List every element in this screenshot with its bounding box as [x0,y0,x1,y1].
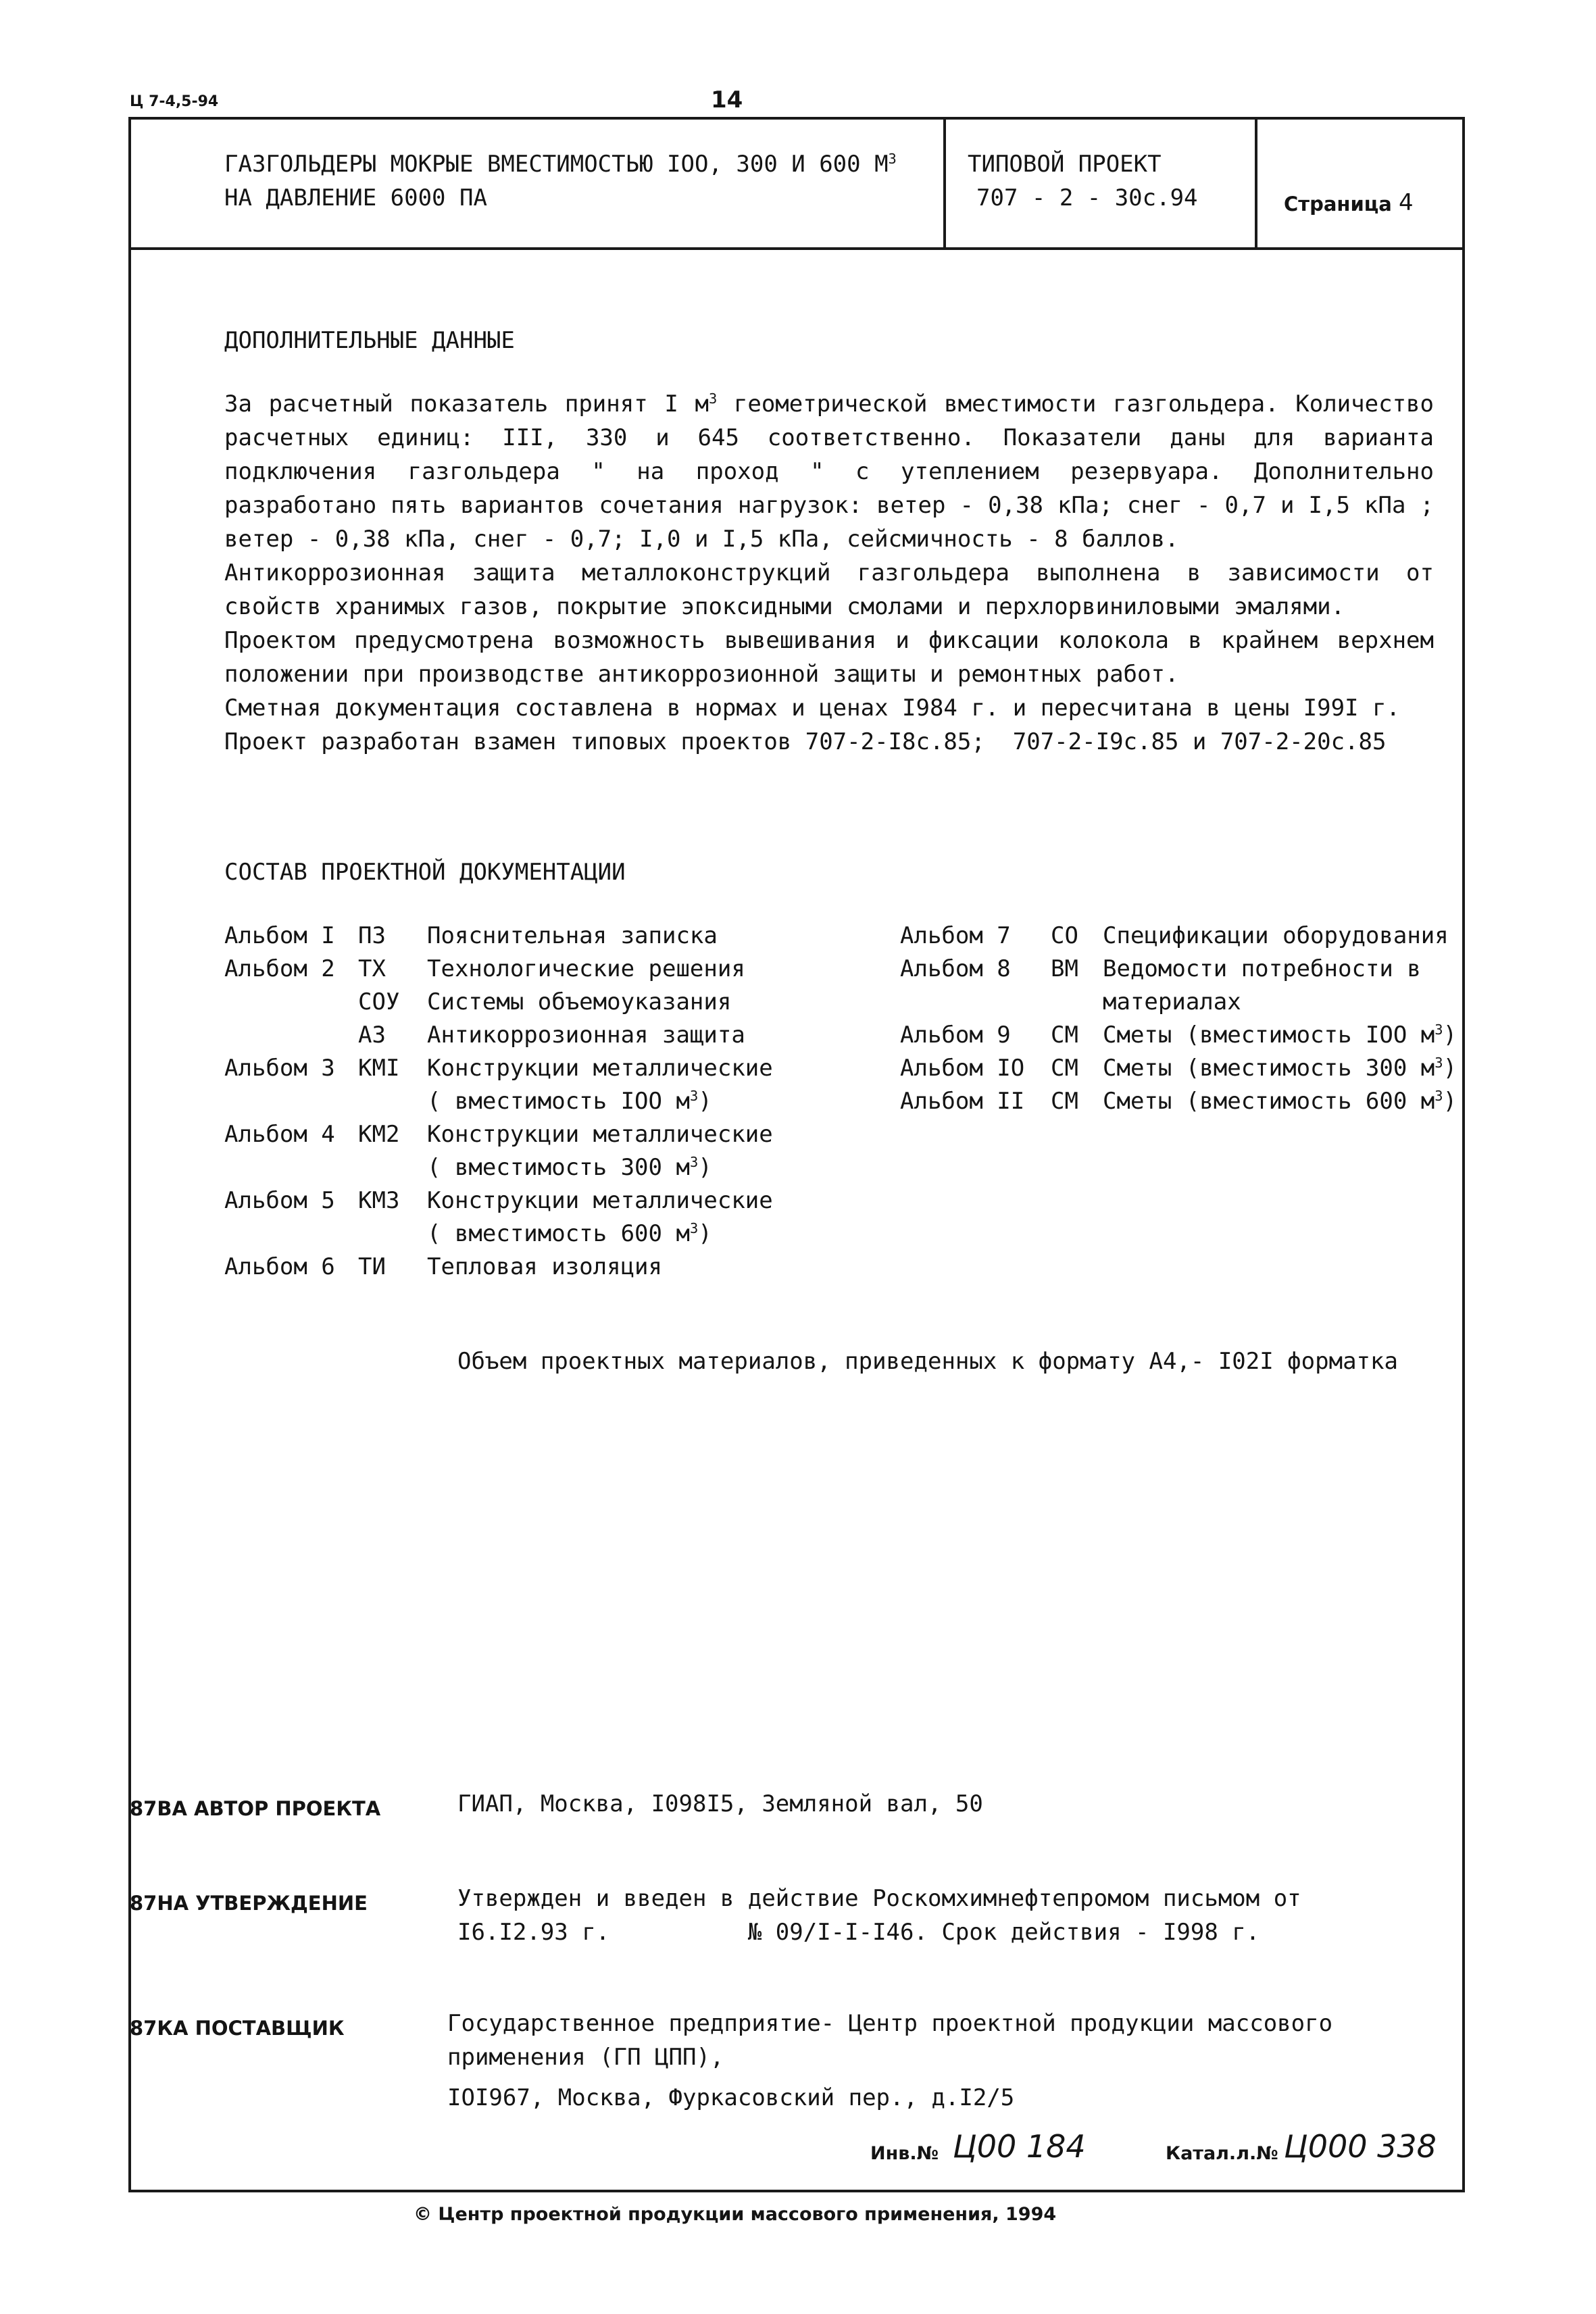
additional-paragraph-3: Проектом предусмотрена возможность вывешивания и фиксации колокола в крайнем верхнем положении при производстве антикоррозионной защиты и ремонтных работ. [224,627,1434,688]
catalog-number: Ц000 338 [1284,2128,1437,2165]
album-number: Альбом 4 [224,1121,335,1148]
album-code: СМ [1051,1022,1078,1049]
album-title: Конструкции металлические [427,1055,773,1082]
supplier-line-3: IOI967, Москва, Фуркасовский пер., д.I2/5 [447,2084,1015,2111]
album-title: Пояснительная записка [427,922,718,949]
album-code: ТИ [358,1253,386,1280]
album-code: КМ2 [358,1121,400,1148]
composition-heading: СОСТАВ ПРОЕКТНОЙ ДОКУМЕНТАЦИИ [224,859,626,886]
page-label: Страница [1284,193,1392,216]
title-line-2: НА ДАВЛЕНИЕ 6000 ПА [224,184,487,211]
album-title: ( вместимость 600 $м^3$) [427,1219,712,1247]
album-title: Сметы (вместимость 600 $м^3$) [1103,1087,1457,1115]
album-code: СМ [1051,1088,1078,1115]
additional-paragraph-1: За расчетный показатель принят I $м^3$ геометрической вместимости газгольдера. Количество расчетных единиц: III, 330 и 645 соответственно. Показатели даны для варианта подключения газгольдера " на проход " с утеплением резервуара. Дополнительно разработано пять вариантов сочетания нагрузок: ветер - 0,38 кПа; снег - 0,7 и I,5 кПа ; ветер - 0,38 кПа, снег - 0,7; I,0 и I,5 кПа, сейсмичность - 8 баллов. [224,390,1434,553]
album-code: АЗ [358,1022,386,1049]
title-line-1: ГАЗГОЛЬДЕРЫ МОКРЫЕ ВМЕСТИМОСТЬЮ IOO, 300 И 600 $М^3$ [224,150,897,178]
album-number: Альбом 9 [900,1022,1011,1049]
album-number: Альбом 7 [900,922,1011,949]
volume-note: Объем проектных материалов, приведенных к формату А4,- I02I форматка [457,1348,1398,1375]
header-divider [128,247,1465,250]
page-value: 4 [1399,189,1414,216]
album-code: ПЗ [358,922,386,949]
document-code: Ц 7-4,5-94 [130,93,219,110]
approval-label: 87НА УТВЕРЖДЕНИЕ [130,1892,368,1915]
page-number: 14 [711,86,743,114]
author-value: ГИАП, Москва, I098I5, Земляной вал, 50 [457,1790,983,1817]
album-code: СО [1051,922,1078,949]
album-title: Технологические решения [427,955,745,982]
album-code: ВМ [1051,955,1078,982]
header-separator-2 [1255,117,1257,249]
copyright-footer: © Центр проектной продукции массового применения, 1994 [414,2204,1057,2225]
inventory-number: Ц00 184 [953,2128,1086,2165]
album-code: КМ3 [358,1187,400,1214]
album-code: СМ [1051,1055,1078,1082]
album-title: Антикоррозионная защита [427,1022,745,1049]
album-number: Альбом II [900,1088,1025,1115]
album-title: Спецификации оборудования [1103,922,1449,949]
album-title: Системы объемоуказания [427,988,732,1015]
project-label: ТИПОВОЙ ПРОЕКТ [968,151,1162,178]
header-separator-1 [943,117,946,249]
additional-heading: ДОПОЛНИТЕЛЬНЫЕ ДАННЫЕ [224,327,515,354]
album-code: КМI [358,1055,400,1082]
album-code: СОУ [358,988,400,1015]
album-title: Ведомости потребности в [1103,955,1421,982]
album-number: Альбом IO [900,1055,1025,1082]
album-number: Альбом 3 [224,1055,335,1082]
album-title: ( вместимость 300 $м^3$) [427,1153,712,1181]
project-code: 707 - 2 - 30с.94 [976,184,1198,211]
album-title: Конструкции металлические [427,1187,773,1214]
author-label: 87ВА АВТОР ПРОЕКТА [130,1797,381,1820]
approval-line-1: Утвержден и введен в действие Роскомхимнефтепромом письмом от [457,1885,1301,1912]
supplier-line-1: Государственное предприятие- Центр проектной продукции массового [447,2010,1333,2037]
catalog-label: Катал.л.№ [1166,2143,1278,2164]
album-number: Альбом I [224,922,335,949]
supplier-label: 87КА ПОСТАВЩИК [130,2017,345,2040]
album-title: Сметы (вместимость 300 $м^3$) [1103,1054,1457,1082]
album-title: Сметы (вместимость IOO $м^3$) [1103,1021,1457,1049]
album-title: ( вместимость IOO $м^3$) [427,1087,712,1115]
album-number: Альбом 5 [224,1187,335,1214]
album-number: Альбом 6 [224,1253,335,1280]
album-code: ТХ [358,955,386,982]
album-number: Альбом 2 [224,955,335,982]
album-title: Конструкции металлические [427,1121,773,1148]
additional-paragraph-4: Сметная документация составлена в нормах и ценах I984 г. и пересчитана в цены I99I г. [224,695,1400,722]
album-number: Альбом 8 [900,955,1011,982]
inventory-label: Инв.№ [870,2143,939,2164]
additional-paragraph-5: Проект разработан взамен типовых проектов 707-2-I8с.85; 707-2-I9с.85 и 707-2-20с.85 [224,728,1387,755]
album-title: Тепловая изоляция [427,1253,662,1280]
approval-line-2: I6.I2.93 г. № 09/I-I-I46. Срок действия - I998 г. [457,1919,1260,1946]
additional-paragraph-2: Антикоррозионная защита металлоконструкций газгольдера выполнена в зависимости от свойств хранимых газов, покрытие эпоксидными смолами и перхлорвиниловыми эмалями. [224,559,1434,620]
album-title: материалах [1103,988,1241,1015]
supplier-line-2: применения (ГП ЦПП), [447,2044,724,2071]
